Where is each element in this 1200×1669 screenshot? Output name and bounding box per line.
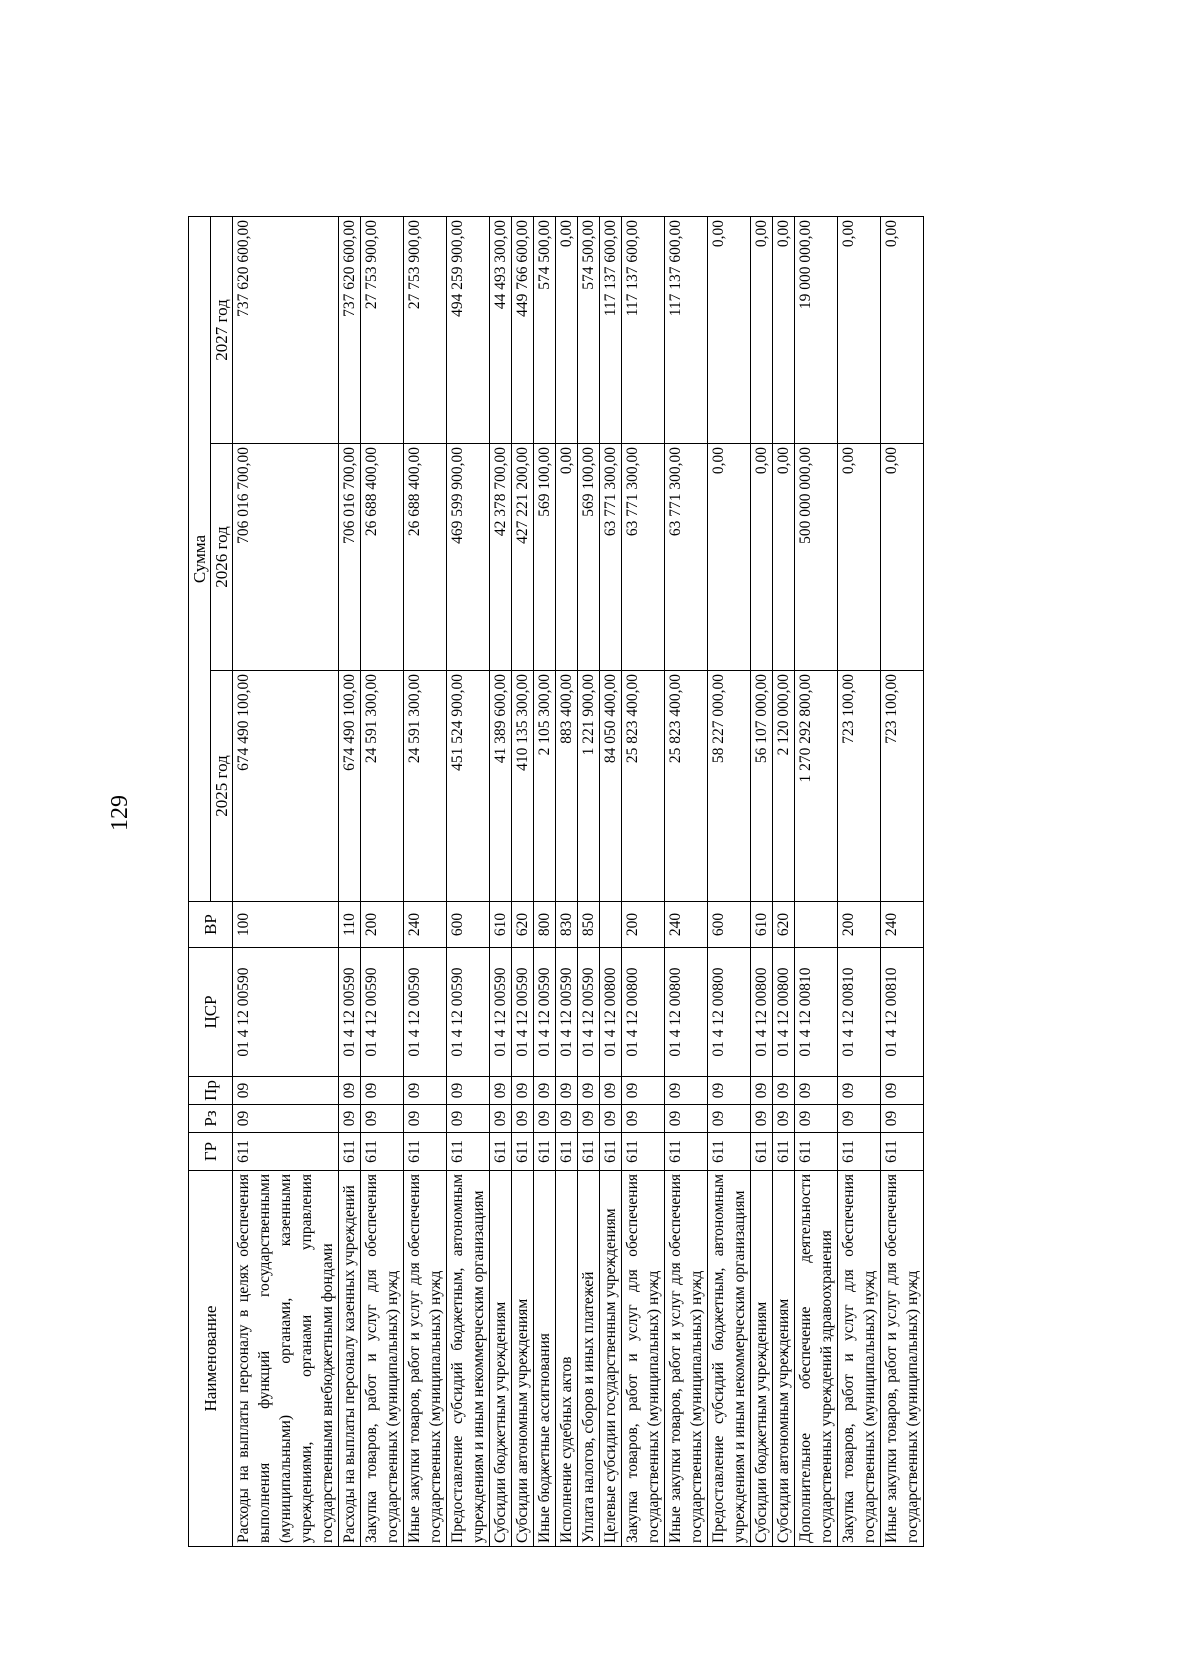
row-gr: 611: [556, 1133, 578, 1171]
row-pr: 09: [512, 1077, 534, 1105]
row-sum-2027: 19 000 000,00: [795, 216, 838, 443]
row-name: Расходы на выплаты персоналу в целях обеспечения выполнения функций государственными (муниципальными) органами, казенными учреждениями, органами управления государственными внебюджетными фондами: [233, 1171, 339, 1547]
row-name: Уплата налогов, сборов и иных платежей: [578, 1171, 600, 1547]
row-sum-2027: 117 137 600,00: [622, 216, 665, 443]
header-sum: Сумма: [189, 216, 211, 901]
row-sum-2027: 0,00: [556, 216, 578, 443]
row-sum-2025: 2 120 000,00: [773, 671, 795, 902]
row-gr: 611: [578, 1133, 600, 1171]
table-row: [339, 216, 361, 1546]
row-csr: 01 4 12 00800: [773, 948, 795, 1077]
row-name: Иные бюджетные ассигнования: [534, 1171, 556, 1547]
header-2027: 2027 год: [211, 216, 233, 443]
table-row: [447, 216, 490, 1546]
row-sum-2026: 0,00: [838, 444, 881, 671]
row-csr: 01 4 12 00800: [708, 948, 751, 1077]
row-sum-2027: 494 259 900,00: [447, 216, 490, 443]
row-sum-2026: 0,00: [773, 444, 795, 671]
row-name: Субсидии бюджетным учреждениям: [751, 1171, 773, 1547]
row-sum-2025: 883 400,00: [556, 671, 578, 902]
row-pr: 09: [534, 1077, 556, 1105]
row-rz: 09: [838, 1105, 881, 1133]
row-pr: 09: [578, 1077, 600, 1105]
header-2026: 2026 год: [211, 444, 233, 671]
row-rz: 09: [708, 1105, 751, 1133]
row-csr: 01 4 12 00590: [512, 948, 534, 1077]
row-sum-2026: 0,00: [708, 444, 751, 671]
row-gr: 611: [881, 1133, 924, 1171]
row-sum-2026: 42 378 700,00: [490, 444, 512, 671]
row-csr: 01 4 12 00590: [233, 948, 339, 1077]
row-sum-2026: 469 599 900,00: [447, 444, 490, 671]
row-vr: 240: [881, 902, 924, 948]
row-pr: 09: [339, 1077, 361, 1105]
header-rz: Рз: [189, 1105, 233, 1133]
row-sum-2025: 25 823 400,00: [665, 671, 708, 902]
row-name: Предоставление субсидий бюджетным, автономным учреждениям и иным некоммерческим организациям: [447, 1171, 490, 1547]
row-gr: 611: [534, 1133, 556, 1171]
table-row: [578, 216, 600, 1546]
row-pr: 09: [773, 1077, 795, 1105]
row-sum-2027: 0,00: [773, 216, 795, 443]
row-vr: [600, 902, 622, 948]
row-pr: 09: [708, 1077, 751, 1105]
row-vr: 830: [556, 902, 578, 948]
row-csr: 01 4 12 00810: [795, 948, 838, 1077]
row-sum-2026: 706 016 700,00: [339, 444, 361, 671]
table-row: [534, 216, 556, 1546]
row-gr: 611: [339, 1133, 361, 1171]
row-sum-2025: 24 591 300,00: [404, 671, 447, 902]
row-sum-2026: 0,00: [881, 444, 924, 671]
row-pr: 09: [490, 1077, 512, 1105]
page-number: 129: [107, 795, 133, 831]
header-csr: ЦСР: [189, 948, 233, 1077]
row-name: Исполнение судебных актов: [556, 1171, 578, 1547]
row-sum-2025: 58 227 000,00: [708, 671, 751, 902]
row-csr: 01 4 12 00590: [556, 948, 578, 1077]
table-row: [838, 216, 881, 1546]
row-name: Дополнительное обеспечение деятельности государственных учреждений здравоохранения: [795, 1171, 838, 1547]
row-sum-2027: 0,00: [708, 216, 751, 443]
table-row: [881, 216, 924, 1546]
row-rz: 09: [795, 1105, 838, 1133]
row-pr: 09: [233, 1077, 339, 1105]
row-vr: 200: [361, 902, 404, 948]
row-csr: 01 4 12 00800: [600, 948, 622, 1077]
row-csr: 01 4 12 00800: [751, 948, 773, 1077]
row-rz: 09: [534, 1105, 556, 1133]
row-pr: 09: [404, 1077, 447, 1105]
row-vr: 620: [773, 902, 795, 948]
table-row: [773, 216, 795, 1546]
row-vr: 600: [708, 902, 751, 948]
table-row: [404, 216, 447, 1546]
row-gr: 611: [404, 1133, 447, 1171]
row-vr: [795, 902, 838, 948]
row-sum-2025: 41 389 600,00: [490, 671, 512, 902]
row-sum-2027: 737 620 600,00: [233, 216, 339, 443]
row-pr: 09: [556, 1077, 578, 1105]
row-pr: 09: [838, 1077, 881, 1105]
row-vr: 110: [339, 902, 361, 948]
row-rz: 09: [578, 1105, 600, 1133]
row-sum-2027: 574 500,00: [534, 216, 556, 443]
header-gr: ГР: [189, 1133, 233, 1171]
row-sum-2026: 500 000 000,00: [795, 444, 838, 671]
table-row: [751, 216, 773, 1546]
row-name: Закупка товаров, работ и услуг для обеспечения государственных (муниципальных) нужд: [361, 1171, 404, 1547]
table-row: [512, 216, 534, 1546]
table-row: [795, 216, 838, 1546]
row-sum-2025: 723 100,00: [838, 671, 881, 902]
row-sum-2027: 0,00: [751, 216, 773, 443]
row-rz: 09: [361, 1105, 404, 1133]
row-pr: 09: [447, 1077, 490, 1105]
row-name: Субсидии бюджетным учреждениям: [490, 1171, 512, 1547]
row-name: Иные закупки товаров, работ и услуг для обеспечения государственных (муниципальных) нужд: [881, 1171, 924, 1547]
row-sum-2025: 674 490 100,00: [339, 671, 361, 902]
row-sum-2026: 63 771 300,00: [622, 444, 665, 671]
row-rz: 09: [512, 1105, 534, 1133]
row-sum-2027: 27 753 900,00: [404, 216, 447, 443]
row-vr: 850: [578, 902, 600, 948]
header-name: Наименование: [189, 1171, 233, 1547]
row-sum-2025: 723 100,00: [881, 671, 924, 902]
row-name: Целевые субсидии государственным учреждениям: [600, 1171, 622, 1547]
row-gr: 611: [795, 1133, 838, 1171]
row-sum-2025: 451 524 900,00: [447, 671, 490, 902]
row-rz: 09: [404, 1105, 447, 1133]
row-name: Расходы на выплаты персоналу казенных учреждений: [339, 1171, 361, 1547]
row-csr: 01 4 12 00590: [361, 948, 404, 1077]
row-sum-2026: 706 016 700,00: [233, 444, 339, 671]
table-row: [622, 216, 665, 1546]
row-gr: 611: [838, 1133, 881, 1171]
row-sum-2026: 569 100,00: [534, 444, 556, 671]
row-name: Иные закупки товаров, работ и услуг для обеспечения государственных (муниципальных) нужд: [404, 1171, 447, 1547]
row-csr: 01 4 12 00800: [622, 948, 665, 1077]
row-pr: 09: [881, 1077, 924, 1105]
row-csr: 01 4 12 00590: [404, 948, 447, 1077]
row-pr: 09: [622, 1077, 665, 1105]
row-gr: 611: [751, 1133, 773, 1171]
table-row: [708, 216, 751, 1546]
row-sum-2025: 1 221 900,00: [578, 671, 600, 902]
row-rz: 09: [447, 1105, 490, 1133]
table-row: [665, 216, 708, 1546]
row-sum-2025: 2 105 300,00: [534, 671, 556, 902]
row-gr: 611: [512, 1133, 534, 1171]
row-name: Закупка товаров, работ и услуг для обеспечения государственных (муниципальных) нужд: [838, 1171, 881, 1547]
row-gr: 611: [447, 1133, 490, 1171]
row-sum-2027: 737 620 600,00: [339, 216, 361, 443]
row-rz: 09: [881, 1105, 924, 1133]
row-sum-2026: 26 688 400,00: [361, 444, 404, 671]
row-gr: 611: [665, 1133, 708, 1171]
row-gr: 611: [490, 1133, 512, 1171]
table-row: [233, 216, 339, 1546]
row-gr: 611: [600, 1133, 622, 1171]
row-csr: 01 4 12 00810: [838, 948, 881, 1077]
row-csr: 01 4 12 00590: [447, 948, 490, 1077]
row-sum-2025: 1 270 292 800,00: [795, 671, 838, 902]
row-pr: 09: [795, 1077, 838, 1105]
row-vr: 620: [512, 902, 534, 948]
row-name: Субсидии автономным учреждениям: [773, 1171, 795, 1547]
row-csr: 01 4 12 00590: [578, 948, 600, 1077]
row-csr: 01 4 12 00810: [881, 948, 924, 1077]
row-vr: 610: [751, 902, 773, 948]
row-rz: 09: [773, 1105, 795, 1133]
row-csr: 01 4 12 00800: [665, 948, 708, 1077]
row-gr: 611: [773, 1133, 795, 1171]
row-sum-2025: 25 823 400,00: [622, 671, 665, 902]
row-sum-2026: 26 688 400,00: [404, 444, 447, 671]
row-vr: 200: [622, 902, 665, 948]
row-sum-2027: 574 500,00: [578, 216, 600, 443]
row-rz: 09: [600, 1105, 622, 1133]
row-sum-2027: 0,00: [838, 216, 881, 443]
row-name: Предоставление субсидий бюджетным, автономным учреждениям и иным некоммерческим организациям: [708, 1171, 751, 1547]
row-vr: 610: [490, 902, 512, 948]
row-sum-2026: 0,00: [556, 444, 578, 671]
row-sum-2025: 410 135 300,00: [512, 671, 534, 902]
header-pr: Пр: [189, 1077, 233, 1105]
row-vr: 240: [665, 902, 708, 948]
row-sum-2026: 63 771 300,00: [600, 444, 622, 671]
row-sum-2026: 427 221 200,00: [512, 444, 534, 671]
row-pr: 09: [361, 1077, 404, 1105]
row-vr: 200: [838, 902, 881, 948]
row-sum-2025: 24 591 300,00: [361, 671, 404, 902]
row-gr: 611: [233, 1133, 339, 1171]
table-row: [556, 216, 578, 1546]
row-sum-2027: 27 753 900,00: [361, 216, 404, 443]
row-gr: 611: [708, 1133, 751, 1171]
row-sum-2025: 674 490 100,00: [233, 671, 339, 902]
header-vr: ВР: [189, 902, 233, 948]
row-rz: 09: [233, 1105, 339, 1133]
row-sum-2025: 84 050 400,00: [600, 671, 622, 902]
header-2025: 2025 год: [211, 671, 233, 902]
row-rz: 09: [339, 1105, 361, 1133]
row-sum-2026: 63 771 300,00: [665, 444, 708, 671]
row-csr: 01 4 12 00590: [490, 948, 512, 1077]
row-pr: 09: [665, 1077, 708, 1105]
table-body: [233, 216, 924, 1546]
row-vr: 100: [233, 902, 339, 948]
row-vr: 800: [534, 902, 556, 948]
row-csr: 01 4 12 00590: [339, 948, 361, 1077]
row-name: Иные закупки товаров, работ и услуг для обеспечения государственных (муниципальных) нужд: [665, 1171, 708, 1547]
row-sum-2027: 44 493 300,00: [490, 216, 512, 443]
row-gr: 611: [361, 1133, 404, 1171]
row-sum-2026: 569 100,00: [578, 444, 600, 671]
row-vr: 600: [447, 902, 490, 948]
row-sum-2026: 0,00: [751, 444, 773, 671]
table-row: [361, 216, 404, 1546]
row-rz: 09: [556, 1105, 578, 1133]
table-row: [490, 216, 512, 1546]
row-sum-2027: 117 137 600,00: [600, 216, 622, 443]
rotated-table-container: [188, 217, 1028, 1547]
row-sum-2027: 0,00: [881, 216, 924, 443]
row-rz: 09: [665, 1105, 708, 1133]
row-csr: 01 4 12 00590: [534, 948, 556, 1077]
budget-table: [188, 216, 924, 1547]
row-rz: 09: [751, 1105, 773, 1133]
row-rz: 09: [622, 1105, 665, 1133]
row-vr: 240: [404, 902, 447, 948]
row-pr: 09: [751, 1077, 773, 1105]
row-gr: 611: [622, 1133, 665, 1171]
row-rz: 09: [490, 1105, 512, 1133]
row-name: Закупка товаров, работ и услуг для обеспечения государственных (муниципальных) нужд: [622, 1171, 665, 1547]
row-pr: 09: [600, 1077, 622, 1105]
row-sum-2025: 56 107 000,00: [751, 671, 773, 902]
row-name: Субсидии автономным учреждениям: [512, 1171, 534, 1547]
table-row: [600, 216, 622, 1546]
row-sum-2027: 449 766 600,00: [512, 216, 534, 443]
header-row-1: [189, 216, 211, 1546]
row-sum-2027: 117 137 600,00: [665, 216, 708, 443]
